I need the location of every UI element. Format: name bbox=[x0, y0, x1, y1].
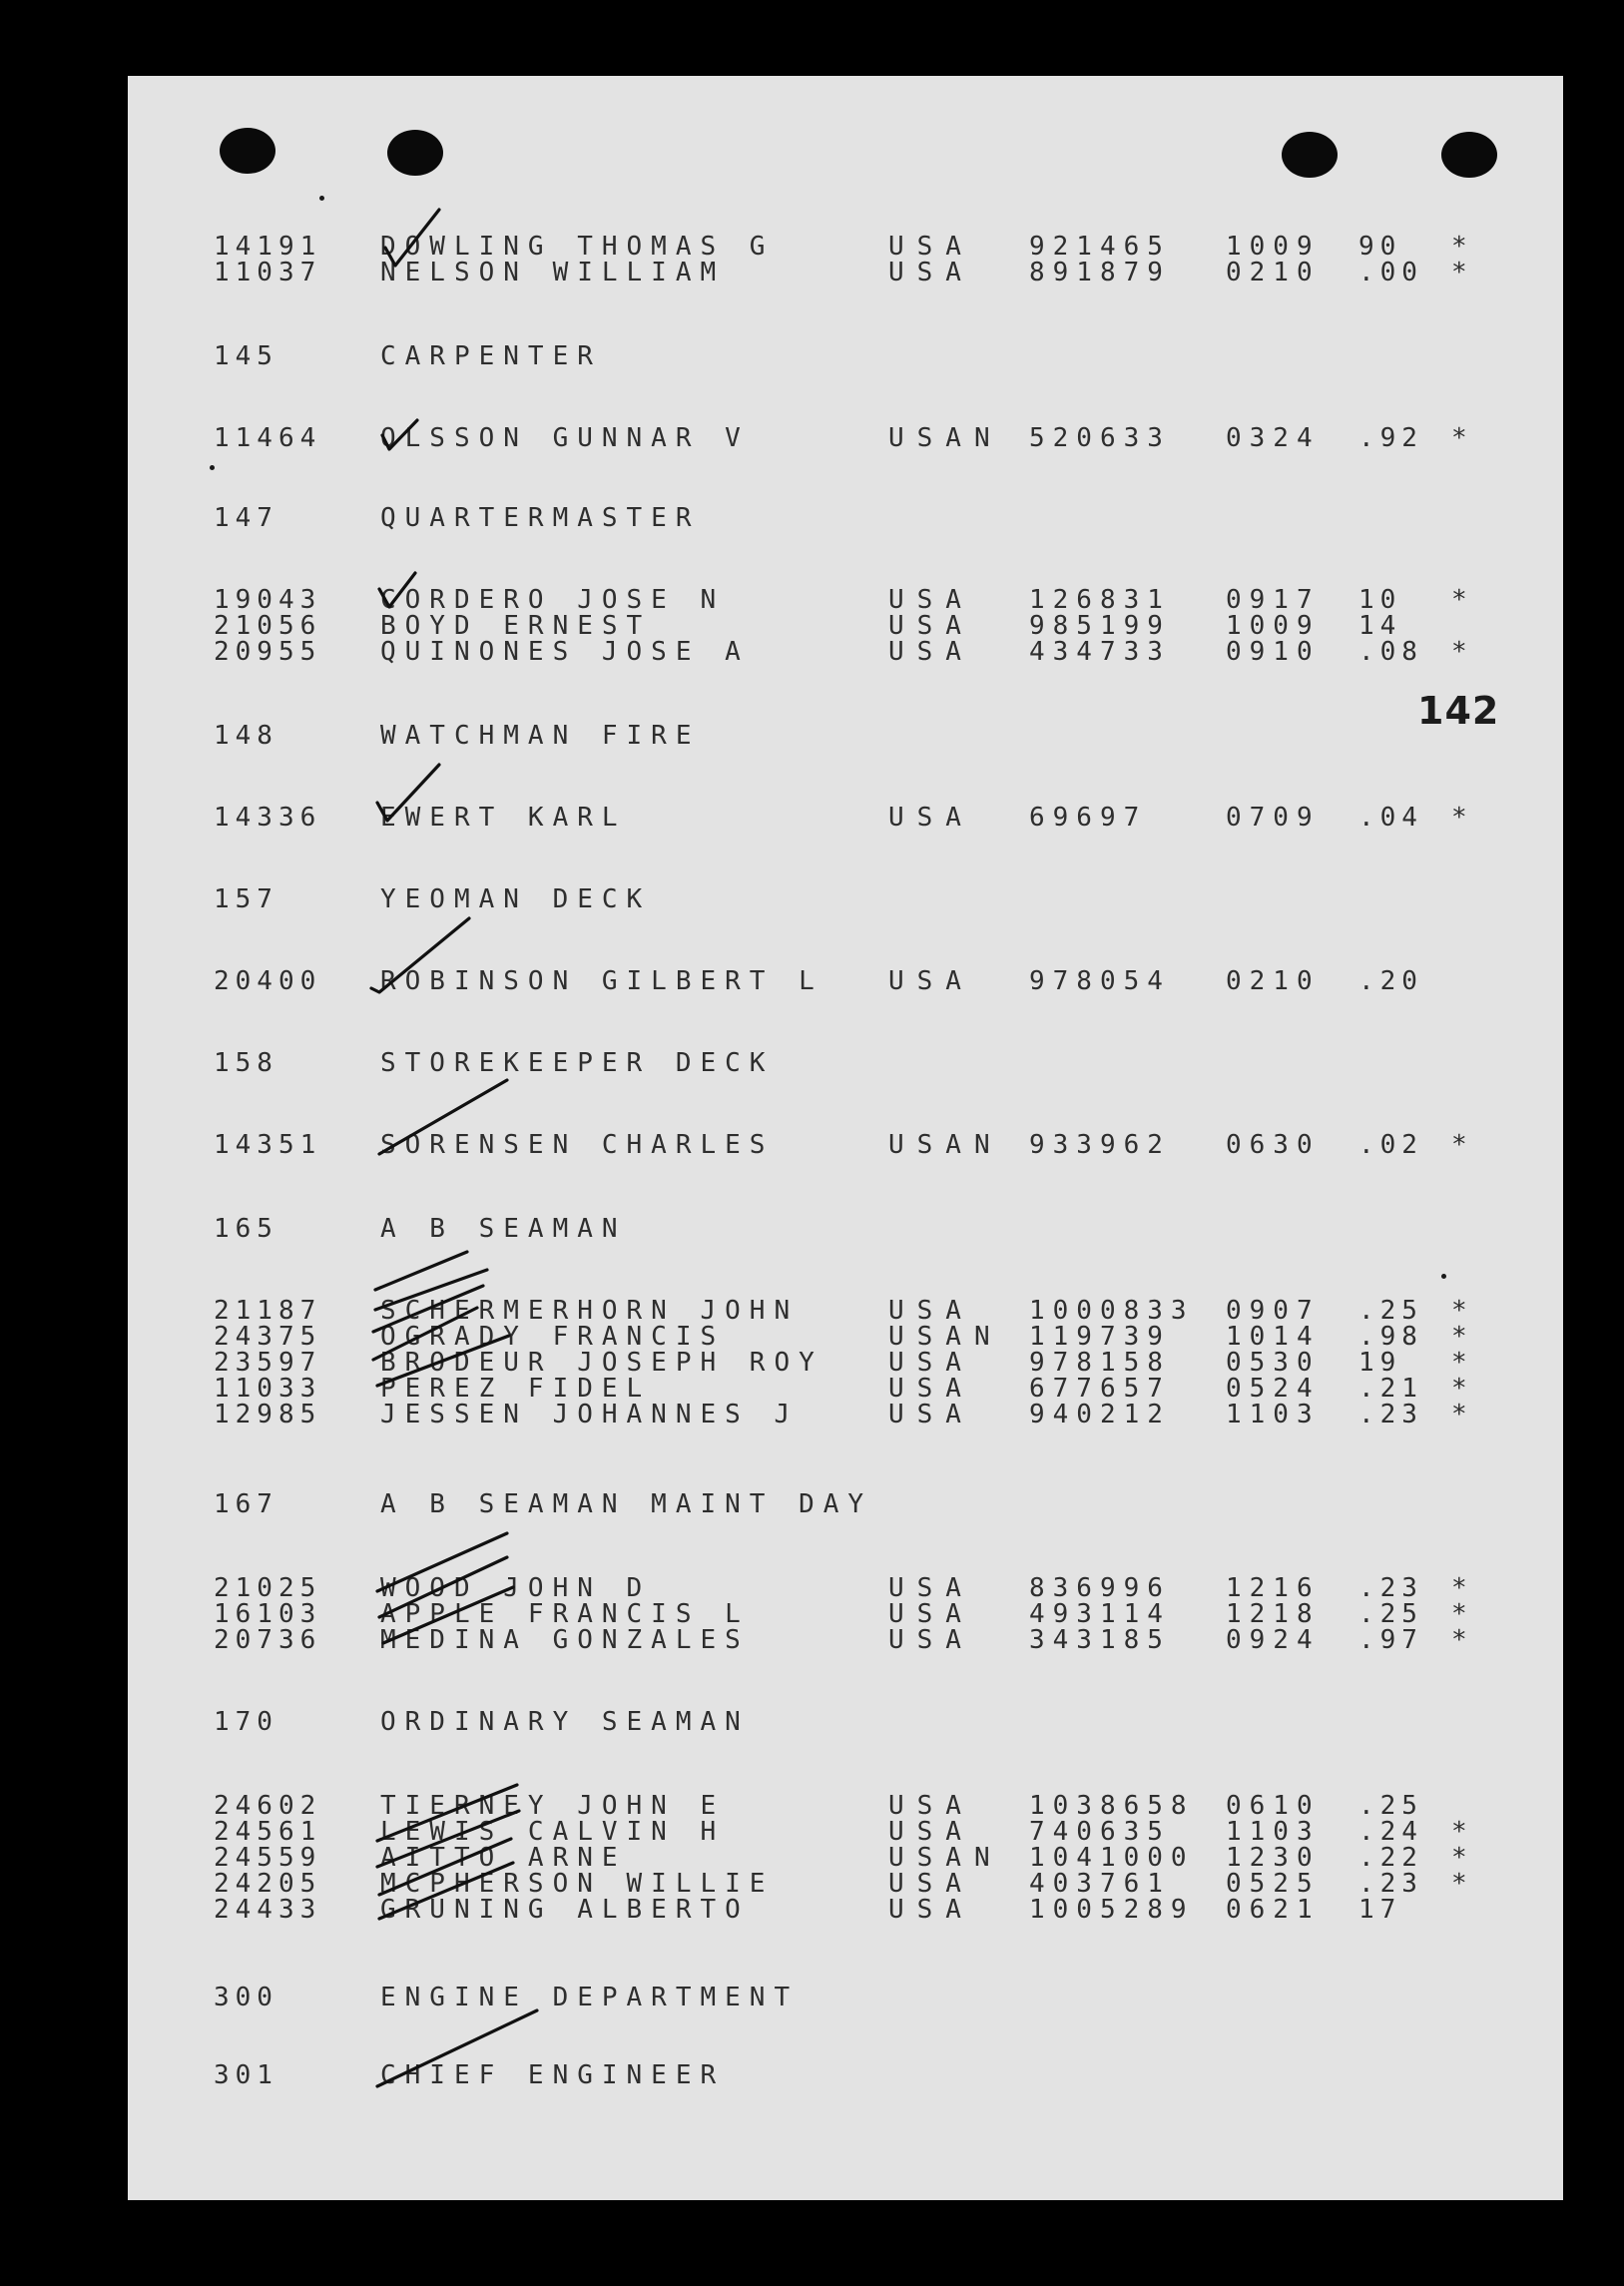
employee-name: EWERT KARL bbox=[380, 803, 627, 833]
citizenship: USA bbox=[888, 258, 974, 287]
section-title: ORDINARY SEAMAN bbox=[380, 1707, 750, 1737]
section-title: ENGINE DEPARTMENT bbox=[380, 1983, 800, 2012]
document-number: 343185 bbox=[1029, 1625, 1171, 1655]
page-number: 142 bbox=[1417, 689, 1500, 733]
date-code: 1218 bbox=[1226, 1599, 1321, 1629]
citizenship: USA bbox=[888, 1400, 974, 1429]
citizenship: USA bbox=[888, 1625, 974, 1655]
check-mark bbox=[379, 1839, 511, 1895]
employee-name: MCPHERSON WILLIE bbox=[380, 1869, 775, 1899]
employee-id: 24561 bbox=[214, 1817, 322, 1847]
rate-value: .92 bbox=[1358, 423, 1423, 453]
check-mark bbox=[377, 2010, 537, 2086]
date-code: 0709 bbox=[1226, 803, 1321, 833]
document-number: 1041000 bbox=[1029, 1843, 1195, 1873]
rate-value: .25 bbox=[1358, 1296, 1423, 1326]
date-code: 0610 bbox=[1226, 1791, 1321, 1821]
asterisk-mark: * bbox=[1451, 1374, 1469, 1404]
check-mark bbox=[379, 1080, 507, 1154]
citizenship: USA bbox=[888, 1348, 974, 1378]
section-title: A B SEAMAN bbox=[380, 1214, 627, 1244]
employee-name: WOOD JOHN D bbox=[380, 1573, 652, 1603]
employee-id: 11464 bbox=[214, 423, 322, 453]
document-number: 978054 bbox=[1029, 966, 1171, 996]
employee-id: 24433 bbox=[214, 1895, 322, 1925]
employee-name: OLSSON GUNNAR V bbox=[380, 423, 750, 453]
citizenship: USA bbox=[888, 611, 974, 641]
date-code: 0210 bbox=[1226, 966, 1321, 996]
citizenship: USA bbox=[888, 966, 974, 996]
rate-value: .00 bbox=[1358, 258, 1423, 287]
employee-name: MEDINA GONZALES bbox=[380, 1625, 750, 1655]
section-code: 148 bbox=[214, 721, 278, 751]
date-code: 0924 bbox=[1226, 1625, 1321, 1655]
rate-value: .21 bbox=[1358, 1374, 1423, 1404]
asterisk-mark: * bbox=[1451, 1322, 1469, 1352]
document-number: 403761 bbox=[1029, 1869, 1171, 1899]
date-code: 0630 bbox=[1226, 1130, 1321, 1160]
rate-value: .23 bbox=[1358, 1869, 1423, 1899]
citizenship: USA bbox=[888, 1791, 974, 1821]
document-number: 493114 bbox=[1029, 1599, 1171, 1629]
section-title: WATCHMAN FIRE bbox=[380, 721, 701, 751]
date-code: 0324 bbox=[1226, 423, 1321, 453]
rate-value: .08 bbox=[1358, 637, 1423, 667]
date-code: 0910 bbox=[1226, 637, 1321, 667]
employee-name: GRUNING ALBERTO bbox=[380, 1895, 750, 1925]
rate-value: .97 bbox=[1358, 1625, 1423, 1655]
document-number: 940212 bbox=[1029, 1400, 1171, 1429]
citizenship: USAN bbox=[888, 423, 1003, 453]
asterisk-mark: * bbox=[1451, 1843, 1469, 1873]
section-code: 301 bbox=[214, 2060, 278, 2090]
rate-value: 19 bbox=[1358, 1348, 1402, 1378]
date-code: 0524 bbox=[1226, 1374, 1321, 1404]
rate-value: 17 bbox=[1358, 1895, 1402, 1925]
date-code: 0525 bbox=[1226, 1869, 1321, 1899]
citizenship: USAN bbox=[888, 1843, 1003, 1873]
employee-name: APPLE FRANCIS L bbox=[380, 1599, 750, 1629]
document-number: 677657 bbox=[1029, 1374, 1171, 1404]
section-code: 157 bbox=[214, 884, 278, 914]
citizenship: USAN bbox=[888, 1130, 1003, 1160]
section-code: 300 bbox=[214, 1983, 278, 2012]
asterisk-mark: * bbox=[1451, 258, 1469, 287]
rate-value: .24 bbox=[1358, 1817, 1423, 1847]
check-mark bbox=[373, 1308, 477, 1360]
document-number: 836996 bbox=[1029, 1573, 1171, 1603]
check-mark bbox=[377, 1811, 519, 1867]
citizenship: USA bbox=[888, 1817, 974, 1847]
section-code: 170 bbox=[214, 1707, 278, 1737]
rate-value: .98 bbox=[1358, 1322, 1423, 1352]
citizenship: USA bbox=[888, 585, 974, 615]
employee-id: 24602 bbox=[214, 1791, 322, 1821]
employee-id: 20736 bbox=[214, 1625, 322, 1655]
rate-value: .22 bbox=[1358, 1843, 1423, 1873]
asterisk-mark: * bbox=[1451, 585, 1469, 615]
date-code: 1103 bbox=[1226, 1400, 1321, 1429]
rate-value: .04 bbox=[1358, 803, 1423, 833]
date-code: 0621 bbox=[1226, 1895, 1321, 1925]
employee-name: SORENSEN CHARLES bbox=[380, 1130, 775, 1160]
asterisk-mark: * bbox=[1451, 803, 1469, 833]
section-title: CHIEF ENGINEER bbox=[380, 2060, 726, 2090]
section-code: 158 bbox=[214, 1048, 278, 1078]
asterisk-mark: * bbox=[1451, 423, 1469, 453]
check-mark bbox=[379, 1557, 507, 1617]
employee-name: OGRADY FRANCIS bbox=[380, 1322, 726, 1352]
section-title: CARPENTER bbox=[380, 341, 602, 371]
citizenship: USAN bbox=[888, 1322, 1003, 1352]
date-code: 0917 bbox=[1226, 585, 1321, 615]
document-number: 520633 bbox=[1029, 423, 1171, 453]
employee-name: NELSON WILLIAM bbox=[380, 258, 726, 287]
rate-value: .23 bbox=[1358, 1400, 1423, 1429]
asterisk-mark: * bbox=[1451, 1296, 1469, 1326]
section-code: 147 bbox=[214, 503, 278, 533]
employee-name: PEREZ FIDEL bbox=[380, 1374, 652, 1404]
document-page bbox=[128, 76, 1563, 2200]
check-mark bbox=[379, 1863, 513, 1919]
asterisk-mark: * bbox=[1451, 1573, 1469, 1603]
document-number: 740635 bbox=[1029, 1817, 1171, 1847]
employee-id: 20955 bbox=[214, 637, 322, 667]
document-number: 1038658 bbox=[1029, 1791, 1195, 1821]
date-code: 1009 bbox=[1226, 611, 1321, 641]
employee-id: 11033 bbox=[214, 1374, 322, 1404]
asterisk-mark: * bbox=[1451, 1400, 1469, 1429]
asterisk-mark: * bbox=[1451, 232, 1469, 262]
employee-id: 24559 bbox=[214, 1843, 322, 1873]
document-number: 119739 bbox=[1029, 1322, 1171, 1352]
section-title: QUARTERMASTER bbox=[380, 503, 701, 533]
employee-name: SCHERMERHORN JOHN bbox=[380, 1296, 800, 1326]
rate-value: .25 bbox=[1358, 1599, 1423, 1629]
employee-id: 21187 bbox=[214, 1296, 322, 1326]
date-code: 0530 bbox=[1226, 1348, 1321, 1378]
rate-value: .23 bbox=[1358, 1573, 1423, 1603]
employee-name: LEWIS CALVIN H bbox=[380, 1817, 726, 1847]
employee-id: 24375 bbox=[214, 1322, 322, 1352]
section-title: A B SEAMAN MAINT DAY bbox=[380, 1489, 873, 1519]
asterisk-mark: * bbox=[1451, 1817, 1469, 1847]
employee-name: BOYD ERNEST bbox=[380, 611, 652, 641]
employee-name: ROBINSON GILBERT L bbox=[380, 966, 823, 996]
document-number: 921465 bbox=[1029, 232, 1171, 262]
citizenship: USA bbox=[888, 803, 974, 833]
rate-value: 14 bbox=[1358, 611, 1402, 641]
section-code: 167 bbox=[214, 1489, 278, 1519]
employee-id: 21056 bbox=[214, 611, 322, 641]
employee-id: 16103 bbox=[214, 1599, 322, 1629]
document-number: 1005289 bbox=[1029, 1895, 1195, 1925]
employee-name: JESSEN JOHANNES J bbox=[380, 1400, 800, 1429]
employee-name: TIERNEY JOHN E bbox=[380, 1791, 726, 1821]
check-mark bbox=[379, 573, 415, 607]
employee-id: 14191 bbox=[214, 232, 322, 262]
citizenship: USA bbox=[888, 1599, 974, 1629]
employee-id: 14351 bbox=[214, 1130, 322, 1160]
asterisk-mark: * bbox=[1451, 1869, 1469, 1899]
citizenship: USA bbox=[888, 1296, 974, 1326]
citizenship: USA bbox=[888, 1895, 974, 1925]
check-mark bbox=[375, 1252, 467, 1290]
document-number: 69697 bbox=[1029, 803, 1148, 833]
check-mark bbox=[377, 1785, 517, 1841]
document-number: 1000833 bbox=[1029, 1296, 1195, 1326]
employee-id: 20400 bbox=[214, 966, 322, 996]
employee-name: BRODEUR JOSEPH ROY bbox=[380, 1348, 823, 1378]
check-mark bbox=[385, 210, 439, 266]
asterisk-mark: * bbox=[1451, 1348, 1469, 1378]
date-code: 1230 bbox=[1226, 1843, 1321, 1873]
check-mark bbox=[382, 420, 417, 449]
date-code: 1009 bbox=[1226, 232, 1321, 262]
employee-id: 11037 bbox=[214, 258, 322, 287]
asterisk-mark: * bbox=[1451, 1599, 1469, 1629]
rate-value: 10 bbox=[1358, 585, 1402, 615]
rate-value: .25 bbox=[1358, 1791, 1423, 1821]
date-code: 0907 bbox=[1226, 1296, 1321, 1326]
document-number: 126831 bbox=[1029, 585, 1171, 615]
document-number: 978158 bbox=[1029, 1348, 1171, 1378]
check-mark bbox=[377, 1336, 509, 1386]
rate-value: 90 bbox=[1358, 232, 1402, 262]
section-code: 165 bbox=[214, 1214, 278, 1244]
date-code: 1216 bbox=[1226, 1573, 1321, 1603]
check-marks bbox=[128, 76, 1563, 2200]
check-mark bbox=[377, 765, 439, 821]
section-code: 145 bbox=[214, 341, 278, 371]
check-mark bbox=[383, 1587, 513, 1643]
employee-name: QUINONES JOSE A bbox=[380, 637, 750, 667]
date-code: 0210 bbox=[1226, 258, 1321, 287]
check-mark bbox=[371, 918, 469, 992]
citizenship: USA bbox=[888, 232, 974, 262]
employee-name: AITTO ARNE bbox=[380, 1843, 627, 1873]
asterisk-mark: * bbox=[1451, 637, 1469, 667]
document-number: 985199 bbox=[1029, 611, 1171, 641]
asterisk-mark: * bbox=[1451, 1130, 1469, 1160]
document-number: 933962 bbox=[1029, 1130, 1171, 1160]
section-title: STOREKEEPER DECK bbox=[380, 1048, 775, 1078]
rate-value: .20 bbox=[1358, 966, 1423, 996]
check-mark bbox=[377, 1533, 507, 1591]
employee-id: 21025 bbox=[214, 1573, 322, 1603]
asterisk-mark: * bbox=[1451, 1625, 1469, 1655]
employee-name: CORDERO JOSE N bbox=[380, 585, 726, 615]
document-number: 434733 bbox=[1029, 637, 1171, 667]
date-code: 1014 bbox=[1226, 1322, 1321, 1352]
check-mark bbox=[373, 1286, 483, 1332]
employee-id: 14336 bbox=[214, 803, 322, 833]
citizenship: USA bbox=[888, 1869, 974, 1899]
employee-id: 12985 bbox=[214, 1400, 322, 1429]
section-title: YEOMAN DECK bbox=[380, 884, 652, 914]
employee-id: 23597 bbox=[214, 1348, 322, 1378]
employee-id: 24205 bbox=[214, 1869, 322, 1899]
document-number: 891879 bbox=[1029, 258, 1171, 287]
rate-value: .02 bbox=[1358, 1130, 1423, 1160]
citizenship: USA bbox=[888, 1573, 974, 1603]
employee-id: 19043 bbox=[214, 585, 322, 615]
employee-name: DOWLING THOMAS G bbox=[380, 232, 775, 262]
citizenship: USA bbox=[888, 1374, 974, 1404]
citizenship: USA bbox=[888, 637, 974, 667]
date-code: 1103 bbox=[1226, 1817, 1321, 1847]
